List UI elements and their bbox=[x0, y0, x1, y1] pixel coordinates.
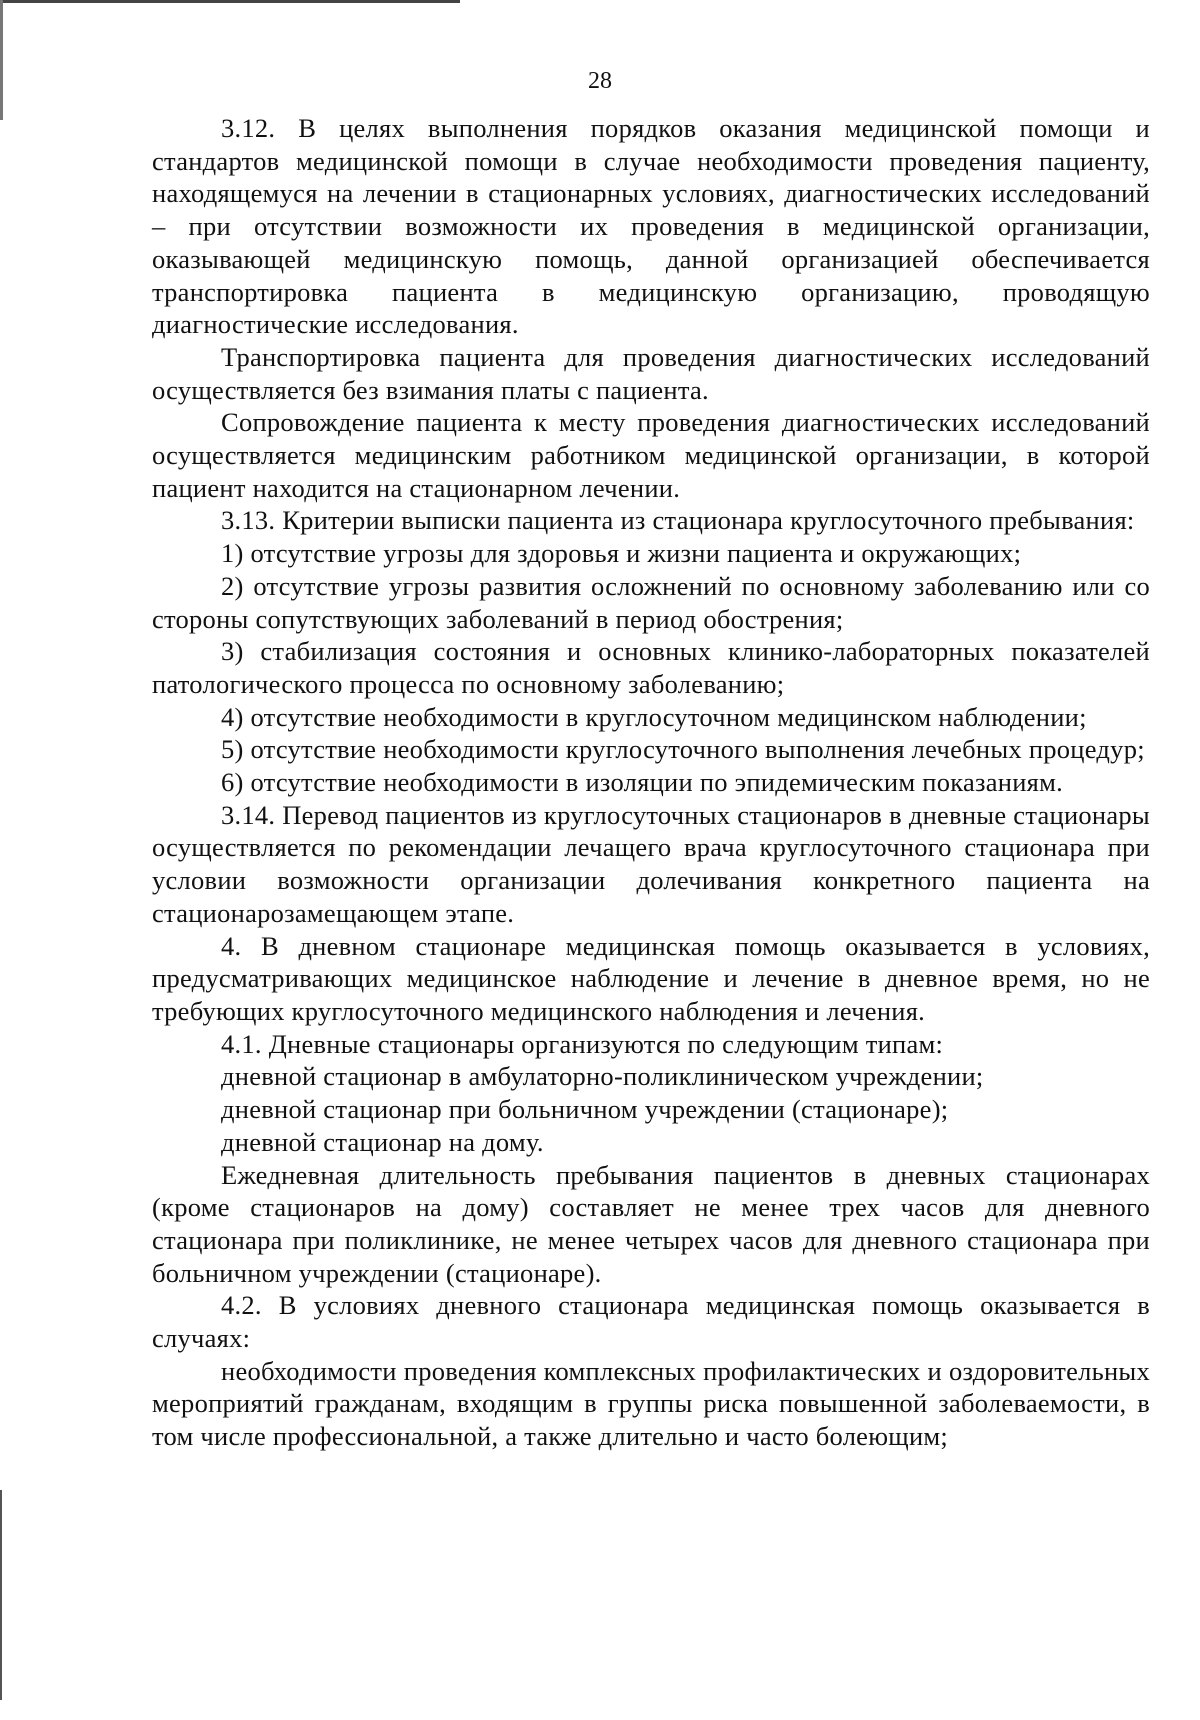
type-outpatient: дневной стационар в амбулаторно-поликлиническом учреждении; bbox=[221, 1061, 984, 1092]
type-hospital: дневной стационар при больничном учреждении (стационаре); bbox=[221, 1094, 949, 1125]
paragraph-4-2: 4.2. В условиях дневного стационара медицинская помощь оказывается в случаях: bbox=[152, 1290, 1150, 1354]
paragraph-3-13: 3.13. Критерии выписки пациента из стационара круглосуточного пребывания: bbox=[221, 505, 1135, 536]
list-item-4: 4) отсутствие необходимости в круглосуточном медицинском наблюдении; bbox=[221, 701, 1087, 732]
paragraph-3-12: 3.12. В целях выполнения порядков оказания медицинской помощи и стандартов медицинской помощи в случае необходимости проведения пациенту, находящемуся на лечении в стационарных условиях, диагностических исследований – при отсутствии возможности их проведения в медицинской организации, оказывающей медицинскую помощь, данной организацией обеспечивается транспортировка пациента в медицинскую организацию, проводящую диагностические исследования. bbox=[152, 113, 1150, 340]
list-item-1: 1) отсутствие угрозы для здоровья и жизни пациента и окружающих; bbox=[221, 538, 1022, 569]
list-item-3: 3) стабилизация состояния и основных клинико-лабораторных показателей патологического процесса по основному заболеванию; bbox=[152, 636, 1150, 699]
scan-top-edge bbox=[0, 0, 460, 3]
paragraph-escort: Сопровождение пациента к месту проведения диагностических исследований осуществляется медицинским работником медицинской организации, в которой пациент находится на стационарном лечении. bbox=[152, 407, 1150, 503]
paragraph-4-1: 4.1. Дневные стационары организуются по следующим типам: bbox=[221, 1028, 944, 1059]
list-item-2: 2) отсутствие угрозы развития осложнений по основному заболеванию или со стороны сопутствующих заболеваний в период обострения; bbox=[152, 570, 1150, 634]
paragraph-prevention: необходимости проведения комплексных профилактических и оздоровительных мероприятий гражданам, входящим в группы риска повышенной заболеваемости, в том числе профессиональной, а также длительно и часто болеющим; bbox=[152, 1355, 1150, 1452]
scan-left-edge-top bbox=[0, 0, 3, 120]
list-item-6: 6) отсутствие необходимости в изоляции по эпидемическим показаниям. bbox=[221, 767, 1064, 798]
paragraph-4: 4. В дневном стационаре медицинская помощь оказывается в условиях, предусматривающих медицинское наблюдение и лечение в дневное время, но не требующих круглосуточного медицинского наблюдения и лечения. bbox=[152, 930, 1150, 1026]
paragraph-duration: Ежедневная длительность пребывания пациентов в дневных стационарах (кроме стационаров на дому) составляет не менее трех часов для дневного стационара при поликлинике, не менее четырех часов для дневного стационара при больничном учреждении (стационаре). bbox=[152, 1159, 1150, 1288]
page-number: 28 bbox=[588, 68, 612, 94]
type-home: дневной стационар на дому. bbox=[221, 1126, 544, 1157]
document-body bbox=[152, 112, 1150, 1453]
list-item-5: 5) отсутствие необходимости круглосуточного выполнения лечебных процедур; bbox=[221, 734, 1145, 765]
scan-left-edge-bottom bbox=[0, 1490, 2, 1700]
paragraph-3-14: 3.14. Перевод пациентов из круглосуточных стационаров в дневные стационары осуществляется по рекомендации лечащего врача круглосуточного стационара при условии возможности организации долечивания конкретного пациента на стационарозамещающем этапе. bbox=[152, 799, 1150, 928]
paragraph-transport: Транспортировка пациента для проведения диагностических исследований осуществляется без взимания платы с пациента. bbox=[152, 341, 1150, 405]
